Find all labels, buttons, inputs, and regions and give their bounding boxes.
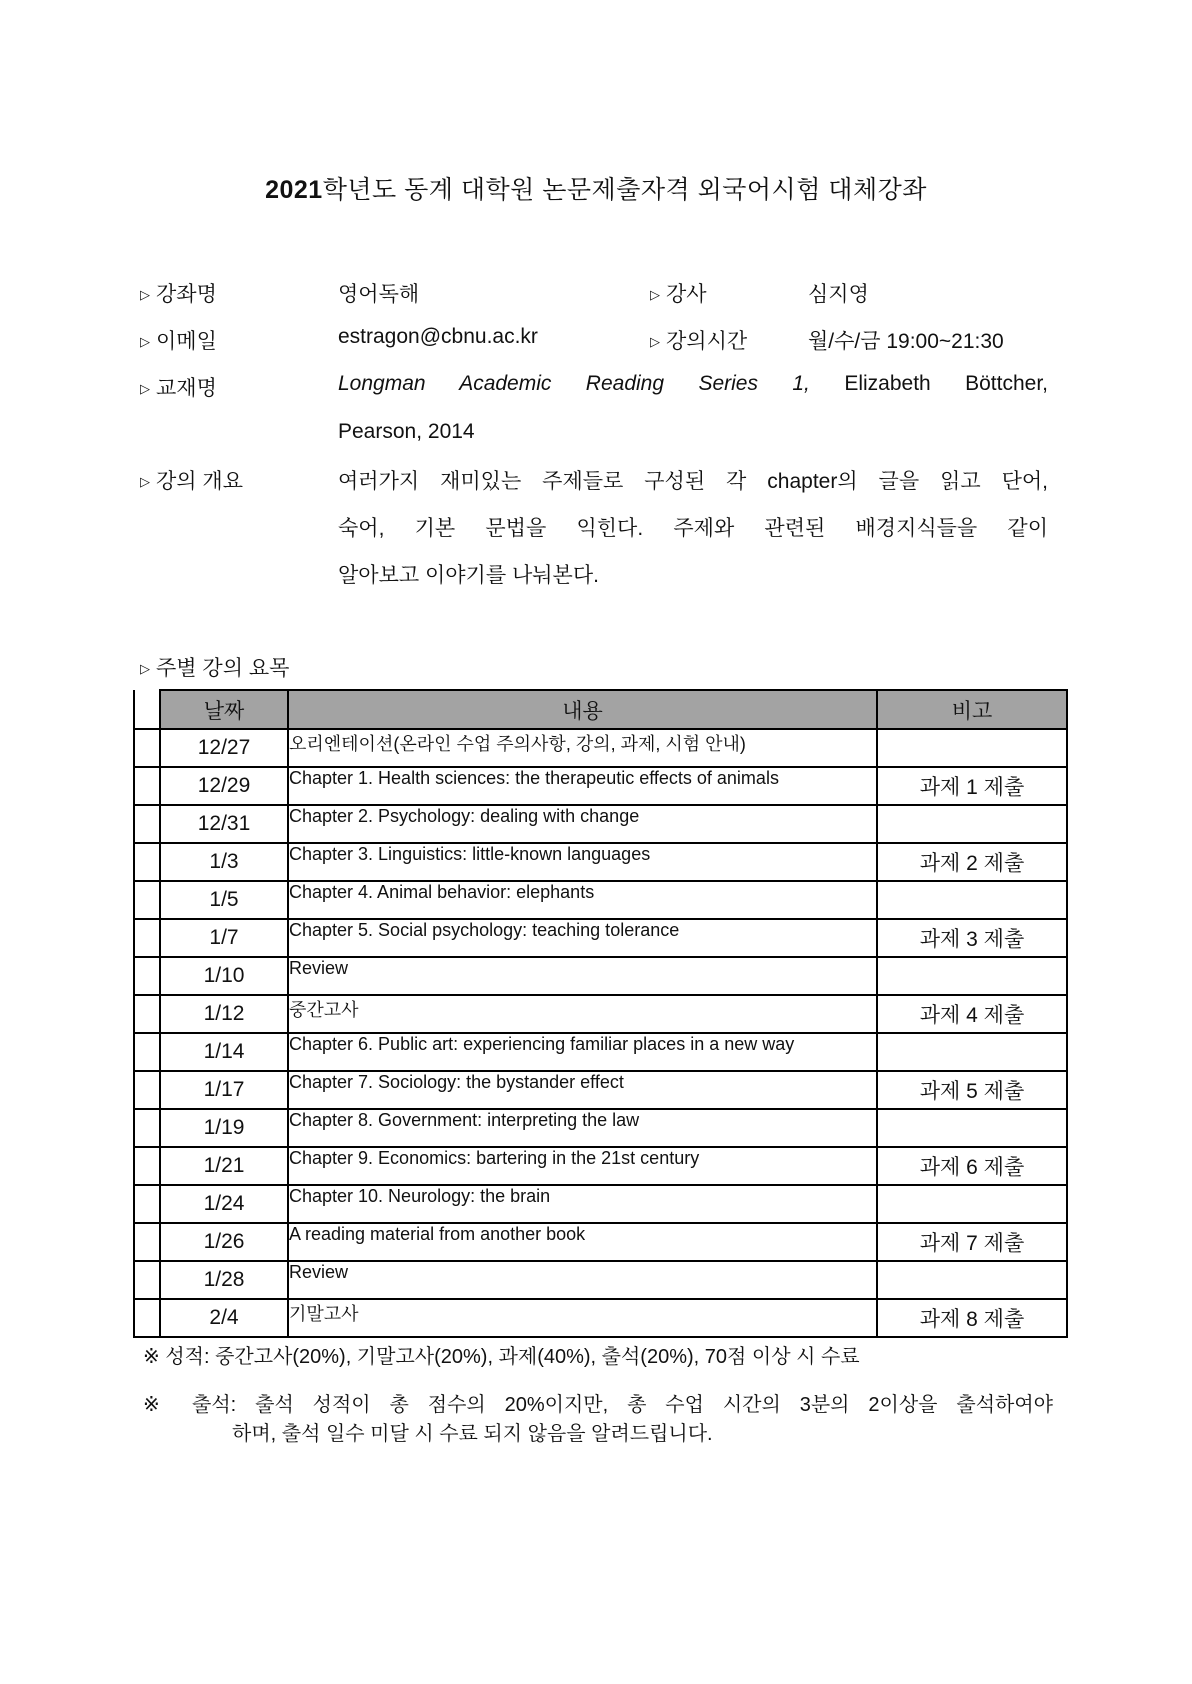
overview-line-1: 여러가지 재미있는 주제들로 구성된 각 chapter의 글을 읽고 단어, bbox=[338, 470, 1048, 493]
table-row bbox=[134, 1033, 1067, 1071]
blank-cell bbox=[134, 843, 160, 881]
blank-cell bbox=[134, 690, 160, 729]
note-cell bbox=[877, 881, 1067, 919]
note-cell bbox=[877, 729, 1067, 767]
date-cell: 1/10 bbox=[160, 957, 288, 995]
date-cell: 1/7 bbox=[160, 919, 288, 957]
date-cell: 1/28 bbox=[160, 1261, 288, 1299]
date-cell: 1/24 bbox=[160, 1185, 288, 1223]
course-name-label: ▷ 강좌명 bbox=[140, 283, 217, 306]
table-header-row bbox=[134, 690, 1067, 729]
content-cell: Chapter 8. Government: interpreting the law bbox=[288, 1109, 877, 1147]
triangle-icon: ▷ bbox=[140, 381, 150, 396]
table-row bbox=[134, 767, 1067, 805]
course-name-value: 영어독해 bbox=[338, 283, 420, 306]
table-row bbox=[134, 1147, 1067, 1185]
time-label: ▷ 강의시간 bbox=[650, 330, 748, 353]
header-date: 날짜 bbox=[160, 690, 288, 729]
title-year: 2021 bbox=[265, 176, 323, 204]
blank-cell bbox=[134, 1071, 160, 1109]
content-cell: 중간고사 bbox=[288, 995, 877, 1033]
date-cell: 1/12 bbox=[160, 995, 288, 1033]
note-cell: 과제 8 제출 bbox=[877, 1299, 1067, 1337]
content-cell: Chapter 9. Economics: bartering in the 21st century bbox=[288, 1147, 877, 1185]
date-cell: 12/29 bbox=[160, 767, 288, 805]
table-row bbox=[134, 881, 1067, 919]
table-row bbox=[134, 1223, 1067, 1261]
content-cell: Chapter 7. Sociology: the bystander effect bbox=[288, 1071, 877, 1109]
note-cell bbox=[877, 1261, 1067, 1299]
content-cell: 오리엔테이션(온라인 수업 주의사항, 강의, 과제, 시험 안내) bbox=[288, 729, 877, 767]
note-cell bbox=[877, 1033, 1067, 1071]
instructor-label: ▷ 강사 bbox=[650, 283, 707, 306]
note-cell: 과제 3 제출 bbox=[877, 919, 1067, 957]
note-cell: 과제 6 제출 bbox=[877, 1147, 1067, 1185]
content-cell: Chapter 10. Neurology: the brain bbox=[288, 1185, 877, 1223]
blank-cell bbox=[134, 1261, 160, 1299]
table-row bbox=[134, 957, 1067, 995]
textbook-value-line2: Pearson, 2014 bbox=[338, 420, 475, 443]
triangle-icon: ▷ bbox=[650, 334, 660, 349]
date-cell: 12/31 bbox=[160, 805, 288, 843]
triangle-icon: ▷ bbox=[140, 334, 150, 349]
overview-line-3: 알아보고 이야기를 나눠본다. bbox=[338, 564, 599, 587]
table-row bbox=[134, 843, 1067, 881]
blank-cell bbox=[134, 995, 160, 1033]
overview-label: ▷ 강의 개요 bbox=[140, 470, 243, 493]
date-cell: 1/17 bbox=[160, 1071, 288, 1109]
triangle-icon: ▷ bbox=[140, 287, 150, 302]
content-cell: A reading material from another book bbox=[288, 1223, 877, 1261]
content-cell: Chapter 6. Public art: experiencing familiar places in a new way bbox=[288, 1033, 877, 1071]
content-cell: Chapter 3. Linguistics: little-known languages bbox=[288, 843, 877, 881]
note-cell: 과제 7 제출 bbox=[877, 1223, 1067, 1261]
date-cell: 1/19 bbox=[160, 1109, 288, 1147]
note-cell bbox=[877, 805, 1067, 843]
time-value: 월/수/금 19:00~21:30 bbox=[808, 330, 1004, 353]
grade-note: ※ 성적: 중간고사(20%), 기말고사(20%), 과제(40%), 출석(20%), 70점 이상 시 수료 bbox=[143, 1346, 860, 1368]
table-row bbox=[134, 919, 1067, 957]
triangle-icon: ▷ bbox=[140, 474, 150, 489]
note-cell bbox=[877, 1185, 1067, 1223]
blank-cell bbox=[134, 1223, 160, 1261]
table-row bbox=[134, 1109, 1067, 1147]
date-cell: 1/21 bbox=[160, 1147, 288, 1185]
content-cell: Chapter 2. Psychology: dealing with change bbox=[288, 805, 877, 843]
content-cell: Review bbox=[288, 957, 877, 995]
blank-cell bbox=[134, 957, 160, 995]
blank-cell bbox=[134, 881, 160, 919]
table-row bbox=[134, 805, 1067, 843]
blank-cell bbox=[134, 805, 160, 843]
instructor-value: 심지영 bbox=[808, 283, 869, 306]
title-text: 학년도 동계 대학원 논문제출자격 외국어시험 대체강좌 bbox=[322, 176, 927, 204]
date-cell: 1/5 bbox=[160, 881, 288, 919]
note-cell: 과제 2 제출 bbox=[877, 843, 1067, 881]
content-cell: 기말고사 bbox=[288, 1299, 877, 1337]
date-cell: 12/27 bbox=[160, 729, 288, 767]
email-label: ▷ 이메일 bbox=[140, 330, 217, 353]
blank-cell bbox=[134, 919, 160, 957]
table-row bbox=[134, 1071, 1067, 1109]
schedule-table bbox=[133, 689, 1068, 1338]
table-row bbox=[134, 729, 1067, 767]
table-row bbox=[134, 1299, 1067, 1337]
content-cell: Chapter 1. Health sciences: the therapeutic effects of animals bbox=[288, 767, 877, 805]
blank-cell bbox=[134, 1147, 160, 1185]
table-row bbox=[134, 1185, 1067, 1223]
blank-cell bbox=[134, 1299, 160, 1337]
content-cell: Chapter 5. Social psychology: teaching tolerance bbox=[288, 919, 877, 957]
blank-cell bbox=[134, 1109, 160, 1147]
triangle-icon: ▷ bbox=[140, 661, 150, 676]
note-cell: 과제 4 제출 bbox=[877, 995, 1067, 1033]
blank-cell bbox=[134, 767, 160, 805]
textbook-value: Longman Academic Reading Series 1, Elizabeth Böttcher, bbox=[338, 372, 1048, 395]
date-cell: 2/4 bbox=[160, 1299, 288, 1337]
page-title bbox=[0, 170, 1192, 206]
note-cell: 과제 1 제출 bbox=[877, 767, 1067, 805]
attendance-note-line-1: ※ 출석: 출석 성적이 총 점수의 20%이지만, 총 수업 시간의 3분의 2이상을 출석하여야 bbox=[143, 1394, 1053, 1416]
note-cell bbox=[877, 1109, 1067, 1147]
header-note: 비고 bbox=[877, 690, 1067, 729]
date-cell: 1/3 bbox=[160, 843, 288, 881]
textbook-label: ▷ 교재명 bbox=[140, 377, 217, 400]
date-cell: 1/26 bbox=[160, 1223, 288, 1261]
note-cell bbox=[877, 957, 1067, 995]
email-value: estragon@cbnu.ac.kr bbox=[338, 325, 538, 348]
blank-cell bbox=[134, 729, 160, 767]
table-row bbox=[134, 1261, 1067, 1299]
attendance-note-line-2: 하며, 출석 일수 미달 시 수료 되지 않음을 알려드립니다. bbox=[232, 1423, 713, 1445]
triangle-icon: ▷ bbox=[650, 287, 660, 302]
date-cell: 1/14 bbox=[160, 1033, 288, 1071]
note-cell: 과제 5 제출 bbox=[877, 1071, 1067, 1109]
table-row bbox=[134, 995, 1067, 1033]
overview-line-2: 숙어, 기본 문법을 익힌다. 주제와 관련된 배경지식들을 같이 bbox=[338, 517, 1048, 540]
content-cell: Chapter 4. Animal behavior: elephants bbox=[288, 881, 877, 919]
content-cell: Review bbox=[288, 1261, 877, 1299]
blank-cell bbox=[134, 1185, 160, 1223]
header-content: 내용 bbox=[288, 690, 877, 729]
weekly-summary-label: ▷ 주별 강의 요목 bbox=[140, 657, 290, 680]
blank-cell bbox=[134, 1033, 160, 1071]
